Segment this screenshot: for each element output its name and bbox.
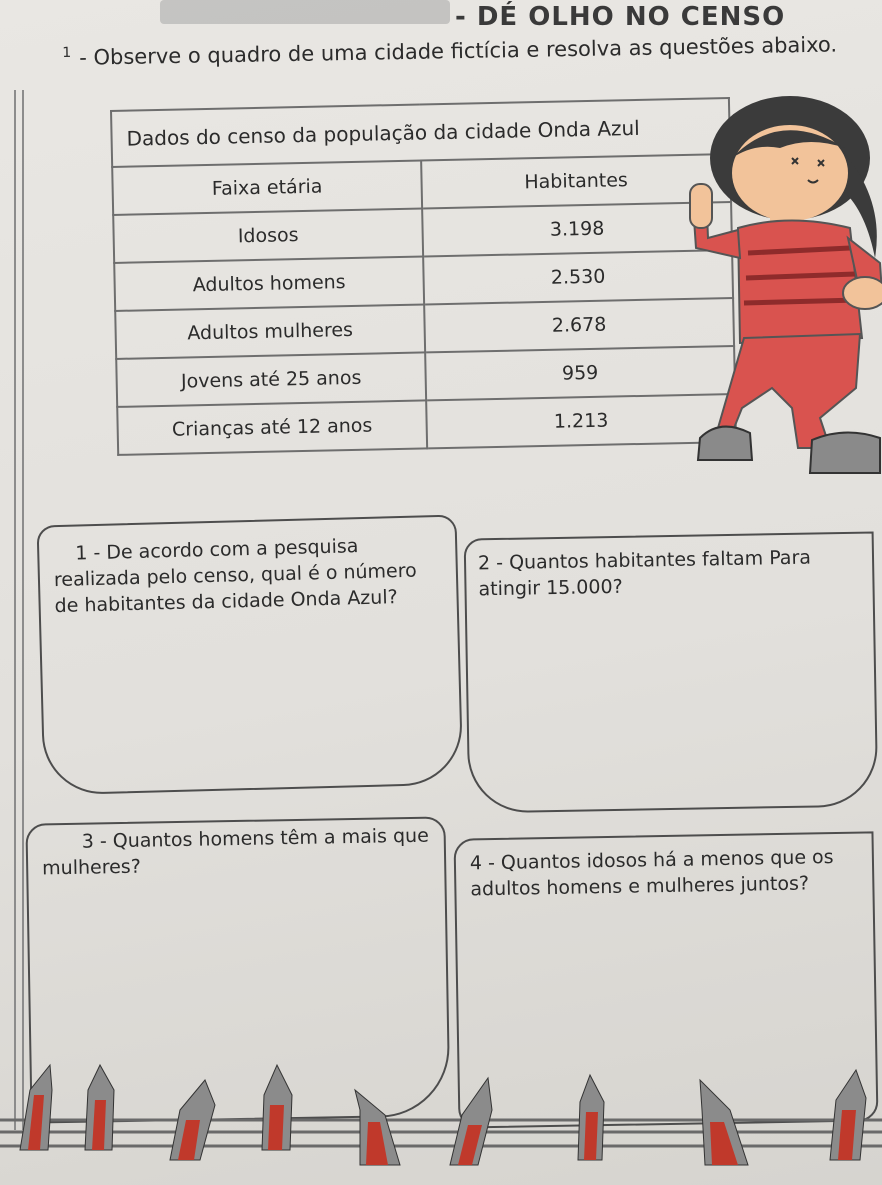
cell-habitantes: 3.198 <box>422 202 732 256</box>
worksheet-title: - DÉ OLHO NO CENSO <box>455 2 786 32</box>
cell-faixa: Jovens até 25 anos <box>116 352 426 406</box>
pencil-icon <box>85 1065 114 1150</box>
pencil-icon <box>355 1090 400 1165</box>
cell-habitantes: 2.678 <box>424 298 734 352</box>
girl-hand-left <box>690 184 712 228</box>
census-table <box>110 97 737 456</box>
girl-shirt <box>738 221 862 344</box>
girl-shoe-right <box>810 432 880 473</box>
census-table-wrapper <box>110 97 737 456</box>
pencil-border <box>0 1050 882 1185</box>
girl-hand-right <box>843 277 882 309</box>
cell-habitantes: 1.213 <box>426 394 736 448</box>
instruction-text: - Observe o quadro de uma cidade fictícia e resolva as questões abaixo. <box>79 32 838 70</box>
instruction-number: 1 <box>62 44 72 61</box>
question-text: 3 - Quantos homens têm a mais que mulheres? <box>42 824 429 880</box>
margin-line <box>14 90 16 1130</box>
pencil-icon <box>578 1075 604 1160</box>
cell-faixa: Adultos mulheres <box>115 304 425 358</box>
pencil-icon <box>830 1070 866 1160</box>
cell-faixa: Crianças até 12 anos <box>117 400 427 454</box>
cell-habitantes: 2.530 <box>423 250 733 304</box>
table-caption: Dados do censo da população da cidade Onda Azul <box>111 98 730 167</box>
margin-line <box>22 90 24 1130</box>
question-text: 1 - De acordo com a pesquisa realizada pelo censo, qual é o número de habitantes da cidade Onda Azul? <box>53 535 418 618</box>
question-box-1[interactable] <box>37 515 464 796</box>
pencil-icon <box>700 1080 748 1165</box>
cut-off-header <box>160 0 450 24</box>
cell-faixa: Idosos <box>113 208 423 262</box>
question-text: 2 - Quantos habitantes faltam Para atingir 15.000? <box>477 546 812 601</box>
column-header-habitantes: Habitantes <box>421 154 731 208</box>
girl-shoe-left <box>698 427 752 460</box>
cell-habitantes: 959 <box>425 346 735 400</box>
cell-faixa: Adultos homens <box>114 256 424 310</box>
column-header-faixa: Faixa etária <box>112 160 422 214</box>
pencil-icon <box>262 1065 292 1150</box>
pencil-icon <box>20 1065 52 1150</box>
question-box-2[interactable] <box>464 531 879 813</box>
question-text: 4 - Quantos idosos há a menos que os adultos homens e mulheres juntos? <box>469 846 834 901</box>
girl-illustration <box>680 88 882 498</box>
